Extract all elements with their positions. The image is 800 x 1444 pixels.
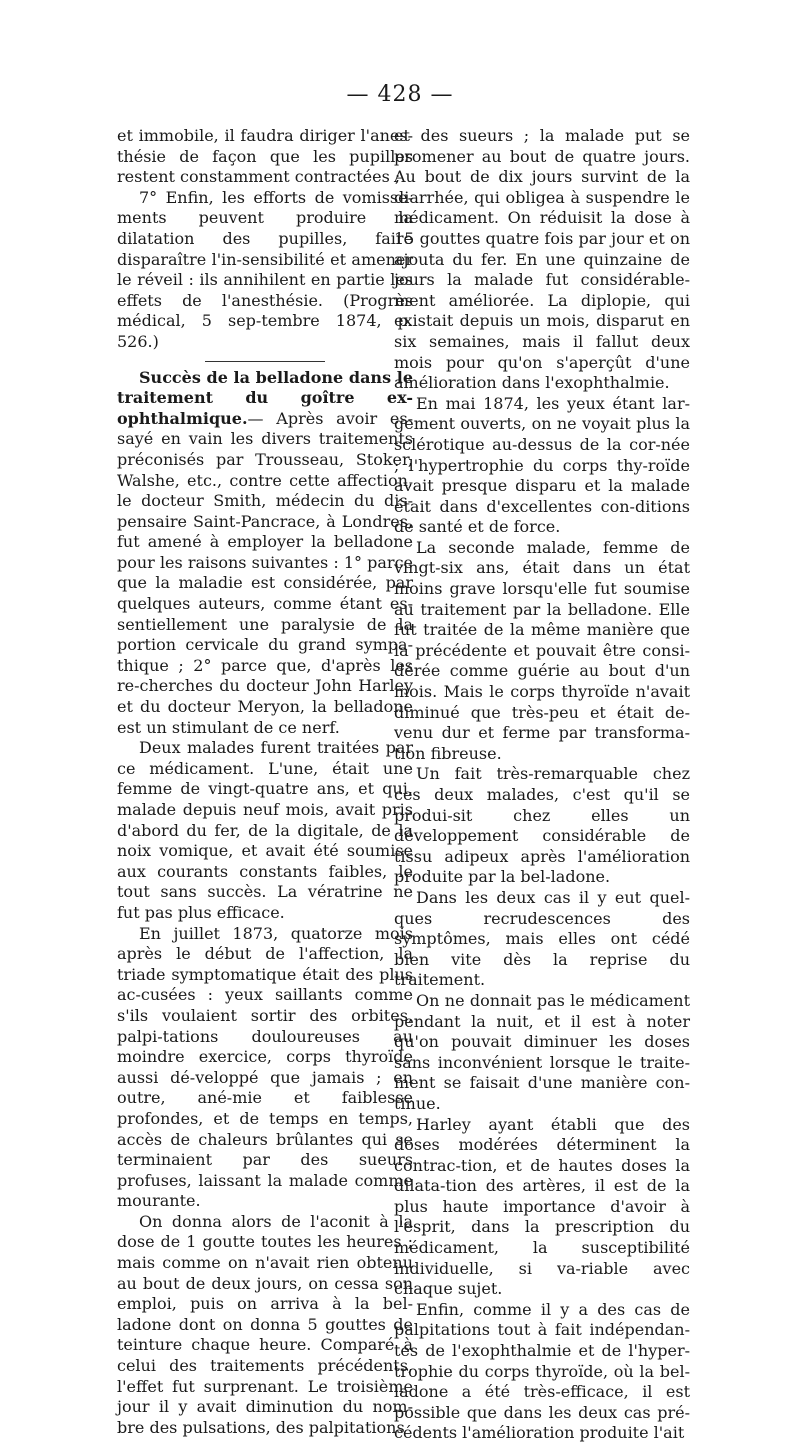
paragraph: Dans les deux cas il y eut quel-ques recrudescences des symptômes, mais elles ont cédé bien vite dès la reprise du traitement. bbox=[394, 887, 690, 990]
paragraph: On donna alors de l'aconit à la dose de 1 goutte toutes les heures ; mais comme on n'avait rien obtenu au bout de deux jours, on cessa son emploi, puis on arriva à la bel-ladone dont on donna 5 gouttes de teinture chaque heure. Comparé à celui des traitements précédents, l'effet fut surprenant. Le troisième jour il y avait diminution du nom-bre des pulsations, des palpitations bbox=[117, 1211, 413, 1437]
paragraph: La seconde malade, femme de vingt-six ans, était dans un état moins grave lorsqu'elle fut soumise au traitement par la belladone. Elle fut traitée de la même manière que la précédente et pouvait être consi-dérée comme guérie au bout d'un mois. Mais le corps thyroïde n'avait diminué que très-peu et était de-venu dur et ferme par transforma-tion fibreuse. bbox=[394, 537, 690, 763]
paragraph: En juillet 1873, quatorze mois après le début de l'affection, la triade symptomatique était des plus ac-cusées : yeux saillants comme s'ils voulaient sortir des orbites, palpi-tations douloureuses au moindre exercice, corps thyroïde aussi dé-veloppé que jamais ; en outre, ané-mie et faiblesse profondes, et de temps en temps, accès de chaleurs brûlantes qui se terminaient par des sueurs profuses, laissant la malade comme mourante. bbox=[117, 923, 413, 1211]
section-title: Succès de la belladone dans le traitement du goître ex-ophthalmique. bbox=[117, 367, 413, 428]
paragraph: Harley ayant établi que des doses modérées déterminent la contrac-tion, et de hautes doses la dilata-tion des artères, il est de la plus haute importance d'avoir à l'esprit, dans la prescription du médicament, la susceptibilité individuelle, si va-riable avec chaque sujet. bbox=[394, 1114, 690, 1299]
section-divider bbox=[205, 361, 325, 362]
page-number: — 428 — bbox=[346, 82, 454, 107]
paragraph: Enfin, comme il y a des cas de palpitations tout à fait indépendan-tes de l'exophthalmie et de l'hyper-trophie du corps thyroïde, où la bel-ladone a été très-efficace, il est possible que dans les deux cas pré-cédents l'amélioration produite l'ait bbox=[394, 1299, 690, 1443]
paragraph: 7° Enfin, les efforts de vomisse-ments peuvent produire la dilatation des pupilles, faire disparaître l'in-sensibilité et amener le réveil : ils annihilent en partie les effets de l'anesthésie. (Progrès médical, 5 sep-tembre 1874, p. 526.) bbox=[117, 187, 413, 351]
paragraph: et des sueurs ; la malade put se promener au bout de quatre jours. Au bout de dix jours survint de la diarrhée, qui obligea à suspendre le médicament. On réduisit la dose à 15 gouttes quatre fois par jour et on ajouta du fer. En une quinzaine de jours la malade fut considérable-ment améliorée. La diplopie, qui existait depuis un mois, disparut en six semaines, mais il fallut deux mois pour qu'on s'aperçût d'une amélioration dans l'exophthalmie. bbox=[394, 126, 690, 393]
paragraph: Deux malades furent traitées par ce médicament. L'une, était une femme de vingt-quatre ans, et qui, malade depuis neuf mois, avait pris d'abord du fer, de la digitale, de la noix vomique, et avait été soumise aux courants constants faibles, le tout sans succès. La vératrine ne fut pas plus efficace. bbox=[117, 738, 413, 922]
left-column bbox=[117, 126, 413, 1438]
section-paragraph bbox=[117, 368, 413, 739]
paragraph: Un fait très-remarquable chez ces deux malades, c'est qu'il se produi-sit chez elles un développement considérable de tissu adipeux après l'amélioration produite par la bel-ladone. bbox=[394, 764, 690, 887]
paragraph: et immobile, il faudra diriger l'anes-thésie de façon que les pupilles restent constamment contractées ; bbox=[117, 126, 413, 187]
section-text: — Après avoir es-sayé en vain les divers traitements préconisés par Trousseau, Stoker, Walshe, etc., contre cette affection, le docteur Smith, médecin du dis-pensaire Saint-Pancrace, à Londres, fut amené à employer la belladone pour les raisons suivantes : 1° parce que la maladie est considérée, par quelques auteurs, comme étant es-sentiellement une paralysie de la portion cervicale du grand sympa-thique ; 2° parce que, d'après les re-cherches du docteur John Harley et du docteur Meryon, la belladone est un stimulant de ce nerf. bbox=[117, 408, 413, 737]
right-column bbox=[394, 126, 690, 1444]
paragraph: On ne donnait pas le médicament pendant la nuit, et il est à noter qu'on pouvait diminuer les doses sans inconvénient lorsque le traite-ment se faisait d'une manière con-tinue. bbox=[394, 990, 690, 1113]
paragraph: En mai 1874, les yeux étant lar-gement ouverts, on ne voyait plus la sclérotique au-dessus de la cor-née ; l'hypertrophie du corps thy-roïde avait presque disparu et la malade était dans d'excellentes con-ditions de santé et de force. bbox=[394, 393, 690, 537]
